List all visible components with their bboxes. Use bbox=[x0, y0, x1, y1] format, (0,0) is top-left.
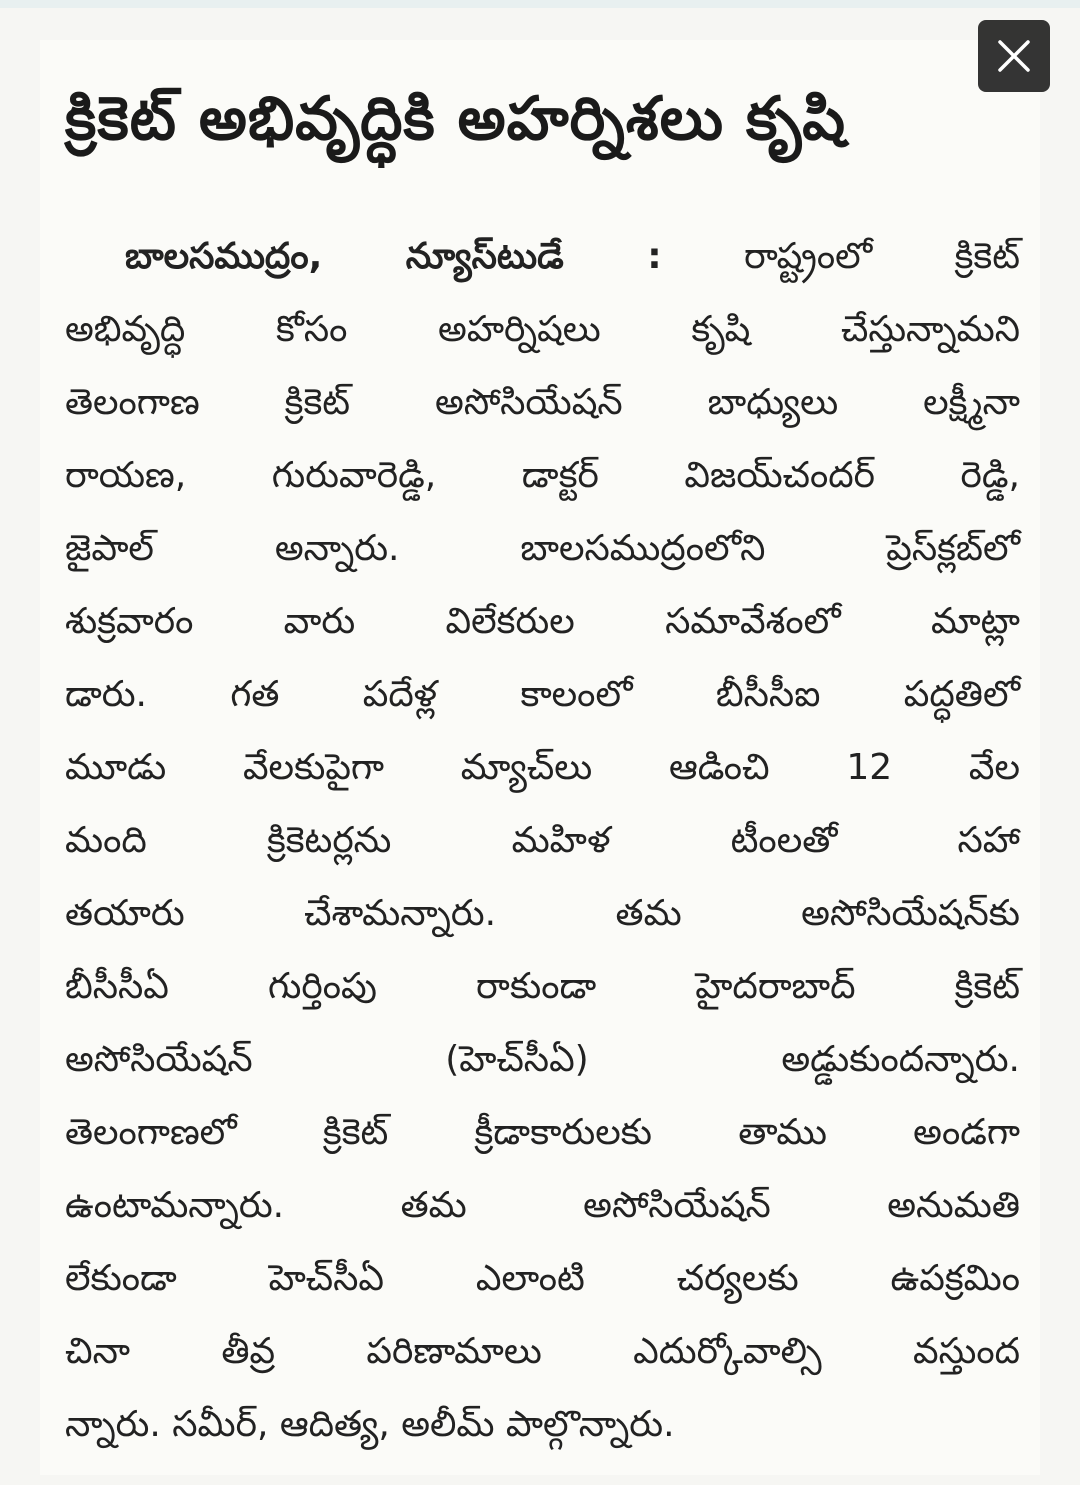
article-line: తెలంగాణ క్రికెట్ అసోసియేషన్ బాధ్యులు లక్ష్మీనా bbox=[65, 382, 1020, 423]
article-line-text: రాష్ట్రంలో క్రికెట్ bbox=[744, 236, 1020, 277]
article-body bbox=[65, 220, 1020, 1461]
article-line: జైపాల్ అన్నారు. బాలసముద్రంలోని ప్రెస్‌క్లబ్‌లో bbox=[65, 528, 1020, 569]
dateline: బాలసముద్రం, న్యూస్‌టుడే : bbox=[125, 236, 662, 277]
article-line: మూడు వేలకుపైగా మ్యాచ్‌లు ఆడించి 12 వేల bbox=[65, 747, 1020, 788]
top-strip bbox=[0, 0, 1080, 8]
article-line bbox=[65, 220, 1020, 293]
article-line: అసోసియేషన్ (హెచ్‌సీఏ) అడ్డుకుందన్నారు. bbox=[65, 1039, 1020, 1080]
news-clipping bbox=[40, 40, 1040, 1475]
article-line: ఉంటామన్నారు. తమ అసోసియేషన్ అనుమతి bbox=[65, 1185, 1020, 1226]
article-line: అభివృద్ధి కోసం అహర్నిషలు కృషి చేస్తున్నామని bbox=[65, 309, 1020, 350]
article-line: తయారు చేశామన్నారు. తమ అసోసియేషన్‌కు bbox=[65, 893, 1020, 934]
close-button[interactable] bbox=[978, 20, 1050, 92]
article-line: న్నారు. సమీర్, ఆదిత్య, అలీమ్ పాల్గొన్నారు. bbox=[65, 1404, 675, 1445]
article-line: లేకుండా హెచ్‌సీఏ ఎలాంటి చర్యలకు ఉపక్రమిం bbox=[65, 1258, 1020, 1299]
article-line: డారు. గత పదేళ్ల కాలంలో బీసీసీఐ పద్ధతిలో bbox=[65, 674, 1020, 715]
article-line: బీసీసీఏ గుర్తింపు రాకుండా హైదరాబాద్ క్రికెట్ bbox=[65, 966, 1020, 1007]
article-line: చినా తీవ్ర పరిణామాలు ఎదుర్కోవాల్సి వస్తుంద bbox=[65, 1331, 1020, 1372]
article-line: రాయణ, గురువారెడ్డి, డాక్టర్ విజయ్‌చందర్ రెడ్డి, bbox=[65, 455, 1020, 496]
headline: క్రికెట్ అభివృద్ధికి అహర్నిశలు కృషి bbox=[65, 84, 847, 154]
article-line: మంది క్రికెటర్లను మహిళ టీంలతో సహా bbox=[65, 820, 1020, 861]
close-icon bbox=[994, 36, 1034, 76]
article-line: శుక్రవారం వారు విలేకరుల సమావేశంలో మాట్లా bbox=[65, 601, 1020, 642]
article-line: తెలంగాణలో క్రికెట్ క్రీడాకారులకు తాము అండగా bbox=[65, 1112, 1020, 1153]
